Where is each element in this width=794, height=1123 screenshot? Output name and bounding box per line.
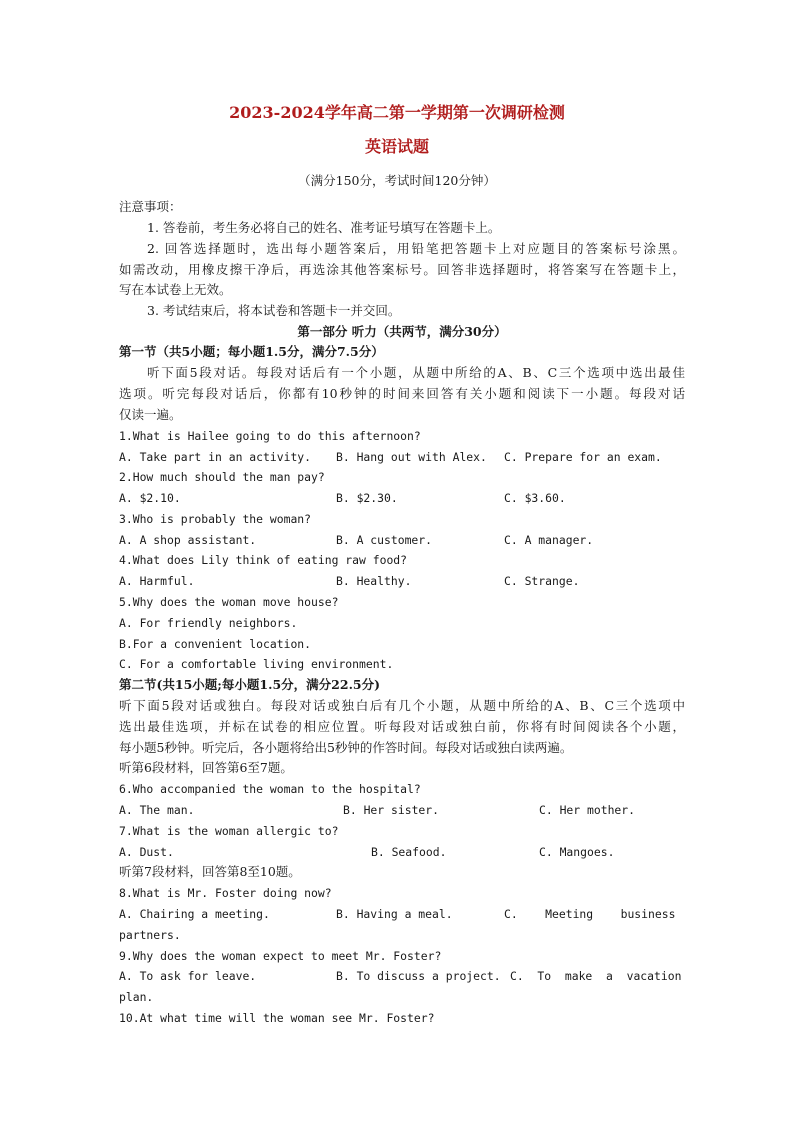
question-6-option-a: A. The man. xyxy=(119,803,195,817)
question-2-options xyxy=(119,488,685,508)
question-1-option-a: A. Take part in an activity. xyxy=(119,450,312,464)
question-6-option-b: B. Her sister. xyxy=(343,803,440,817)
question-1-stem: 1.What is Hailee going to do this afternoon? xyxy=(119,429,421,443)
section2-intro-line2: 选出最佳选项，并标在试卷的相应位置。听每段对话或独白前，你将有时间阅读各个小题， xyxy=(119,719,685,734)
question-6-option-c: C. Her mother. xyxy=(539,803,636,817)
exam-subtitle: 英语试题 xyxy=(364,137,429,156)
question-6-options xyxy=(119,800,685,820)
question-4-stem: 4.What does Lily think of eating raw food? xyxy=(119,553,408,567)
material-6-instruction: 听第6段材料，回答第6至7题。 xyxy=(119,760,293,775)
question-1-option-b: B. Hang out with Alex. xyxy=(336,450,487,464)
question-3-option-b: B. A customer. xyxy=(336,533,433,547)
question-9-options xyxy=(119,966,685,986)
question-7-stem: 7.What is the woman allergic to? xyxy=(119,824,339,838)
question-4-options xyxy=(119,571,685,591)
note-item-2-line3: 写在本试卷上无效。 xyxy=(119,282,232,297)
question-2-option-b: B. $2.30. xyxy=(336,491,398,505)
section1-intro-line1: 听下面5段对话。每段对话后有一个小题，从题中所给的A、B、C三个选项中选出最佳 xyxy=(147,365,685,380)
question-8-options xyxy=(119,904,685,924)
section1-intro-line2: 选项。听完每段对话后，你都有10秒钟的时间来回答有关小题和阅读下一小题。每段对话 xyxy=(119,386,685,401)
section1-heading: 第一节（共5小题；每小题1.5分，满分7.5分） xyxy=(119,344,384,359)
section1-intro-line3: 仅读一遍。 xyxy=(119,407,182,422)
question-5-option-c: C. For a comfortable living environment. xyxy=(119,657,394,671)
section2-intro-line1: 听下面5段对话或独白。每段对话或独白后有几个小题，从题中所给的A、B、C三个选项中 xyxy=(119,698,685,713)
score-time: （满分150分，考试时间120分钟） xyxy=(298,173,496,188)
question-2-option-c: C. $3.60. xyxy=(504,491,566,505)
question-8-stem: 8.What is Mr. Foster doing now? xyxy=(119,886,332,900)
question-4-option-a: A. Harmful. xyxy=(119,574,195,588)
notes-heading: 注意事项： xyxy=(119,199,182,214)
exam-title: 2023-2024学年高二第一学期第一次调研检测 xyxy=(229,103,565,122)
question-9-option-c-continued: plan. xyxy=(119,990,154,1004)
question-4-option-c: C. Strange. xyxy=(504,574,580,588)
question-8-option-b: B. Having a meal. xyxy=(336,907,453,921)
note-item-2-line2: 如需改动，用橡皮擦干净后，再选涂其他答案标号。回答非选择题时，将答案写在答题卡上， xyxy=(119,262,685,277)
question-7-option-c: C. Mangoes. xyxy=(539,845,615,859)
question-2-stem: 2.How much should the man pay? xyxy=(119,470,325,484)
question-10-stem: 10.At what time will the woman see Mr. Foster? xyxy=(119,1011,435,1025)
question-7-option-b: B. Seafood. xyxy=(371,845,447,859)
question-4-option-b: B. Healthy. xyxy=(336,574,412,588)
note-item-2-line1: 2. 回答选择题时，选出每小题答案后，用铅笔把答题卡上对应题目的答案标号涂黑。 xyxy=(147,241,685,256)
question-8-option-c: C. Meeting business xyxy=(504,907,676,921)
question-6-stem: 6.Who accompanied the woman to the hospital? xyxy=(119,782,421,796)
question-5-option-a: A. For friendly neighbors. xyxy=(119,616,298,630)
question-5-option-b: B.For a convenient location. xyxy=(119,637,312,651)
question-9-option-b: B. To discuss a project. xyxy=(336,969,501,983)
question-9-option-a: A. To ask for leave. xyxy=(119,969,257,983)
question-7-option-a: A. Dust. xyxy=(119,845,174,859)
part1-heading: 第一部分 听力（共两节，满分30分） xyxy=(297,324,507,339)
question-3-option-a: A. A shop assistant. xyxy=(119,533,257,547)
question-8-option-a: A. Chairing a meeting. xyxy=(119,907,270,921)
question-9-option-c: C. To make a vacation xyxy=(510,969,682,983)
question-7-options xyxy=(119,842,685,862)
material-7-instruction: 听第7段材料，回答第8至10题。 xyxy=(119,864,301,879)
note-item-3: 3. 考试结束后，将本试卷和答题卡一并交回。 xyxy=(147,303,401,318)
question-3-option-c: C. A manager. xyxy=(504,533,594,547)
section2-intro-line3: 每小题5秒钟。听完后，各小题将给出5秒钟的作答时间。每段对话或独白读两遍。 xyxy=(119,740,573,755)
question-1-options xyxy=(119,447,685,467)
question-3-stem: 3.Who is probably the woman? xyxy=(119,512,312,526)
question-2-option-a: A. $2.10. xyxy=(119,491,181,505)
question-3-options xyxy=(119,530,685,550)
question-9-stem: 9.Why does the woman expect to meet Mr. Foster? xyxy=(119,949,442,963)
section2-heading: 第二节(共15小题;每小题1.5分，满分22.5分) xyxy=(119,677,381,692)
note-item-1: 1. 答卷前，考生务必将自己的姓名、准考证号填写在答题卡上。 xyxy=(147,220,501,235)
question-8-option-c-continued: partners. xyxy=(119,928,181,942)
question-5-stem: 5.Why does the woman move house? xyxy=(119,595,339,609)
question-1-option-c: C. Prepare for an exam. xyxy=(504,450,662,464)
